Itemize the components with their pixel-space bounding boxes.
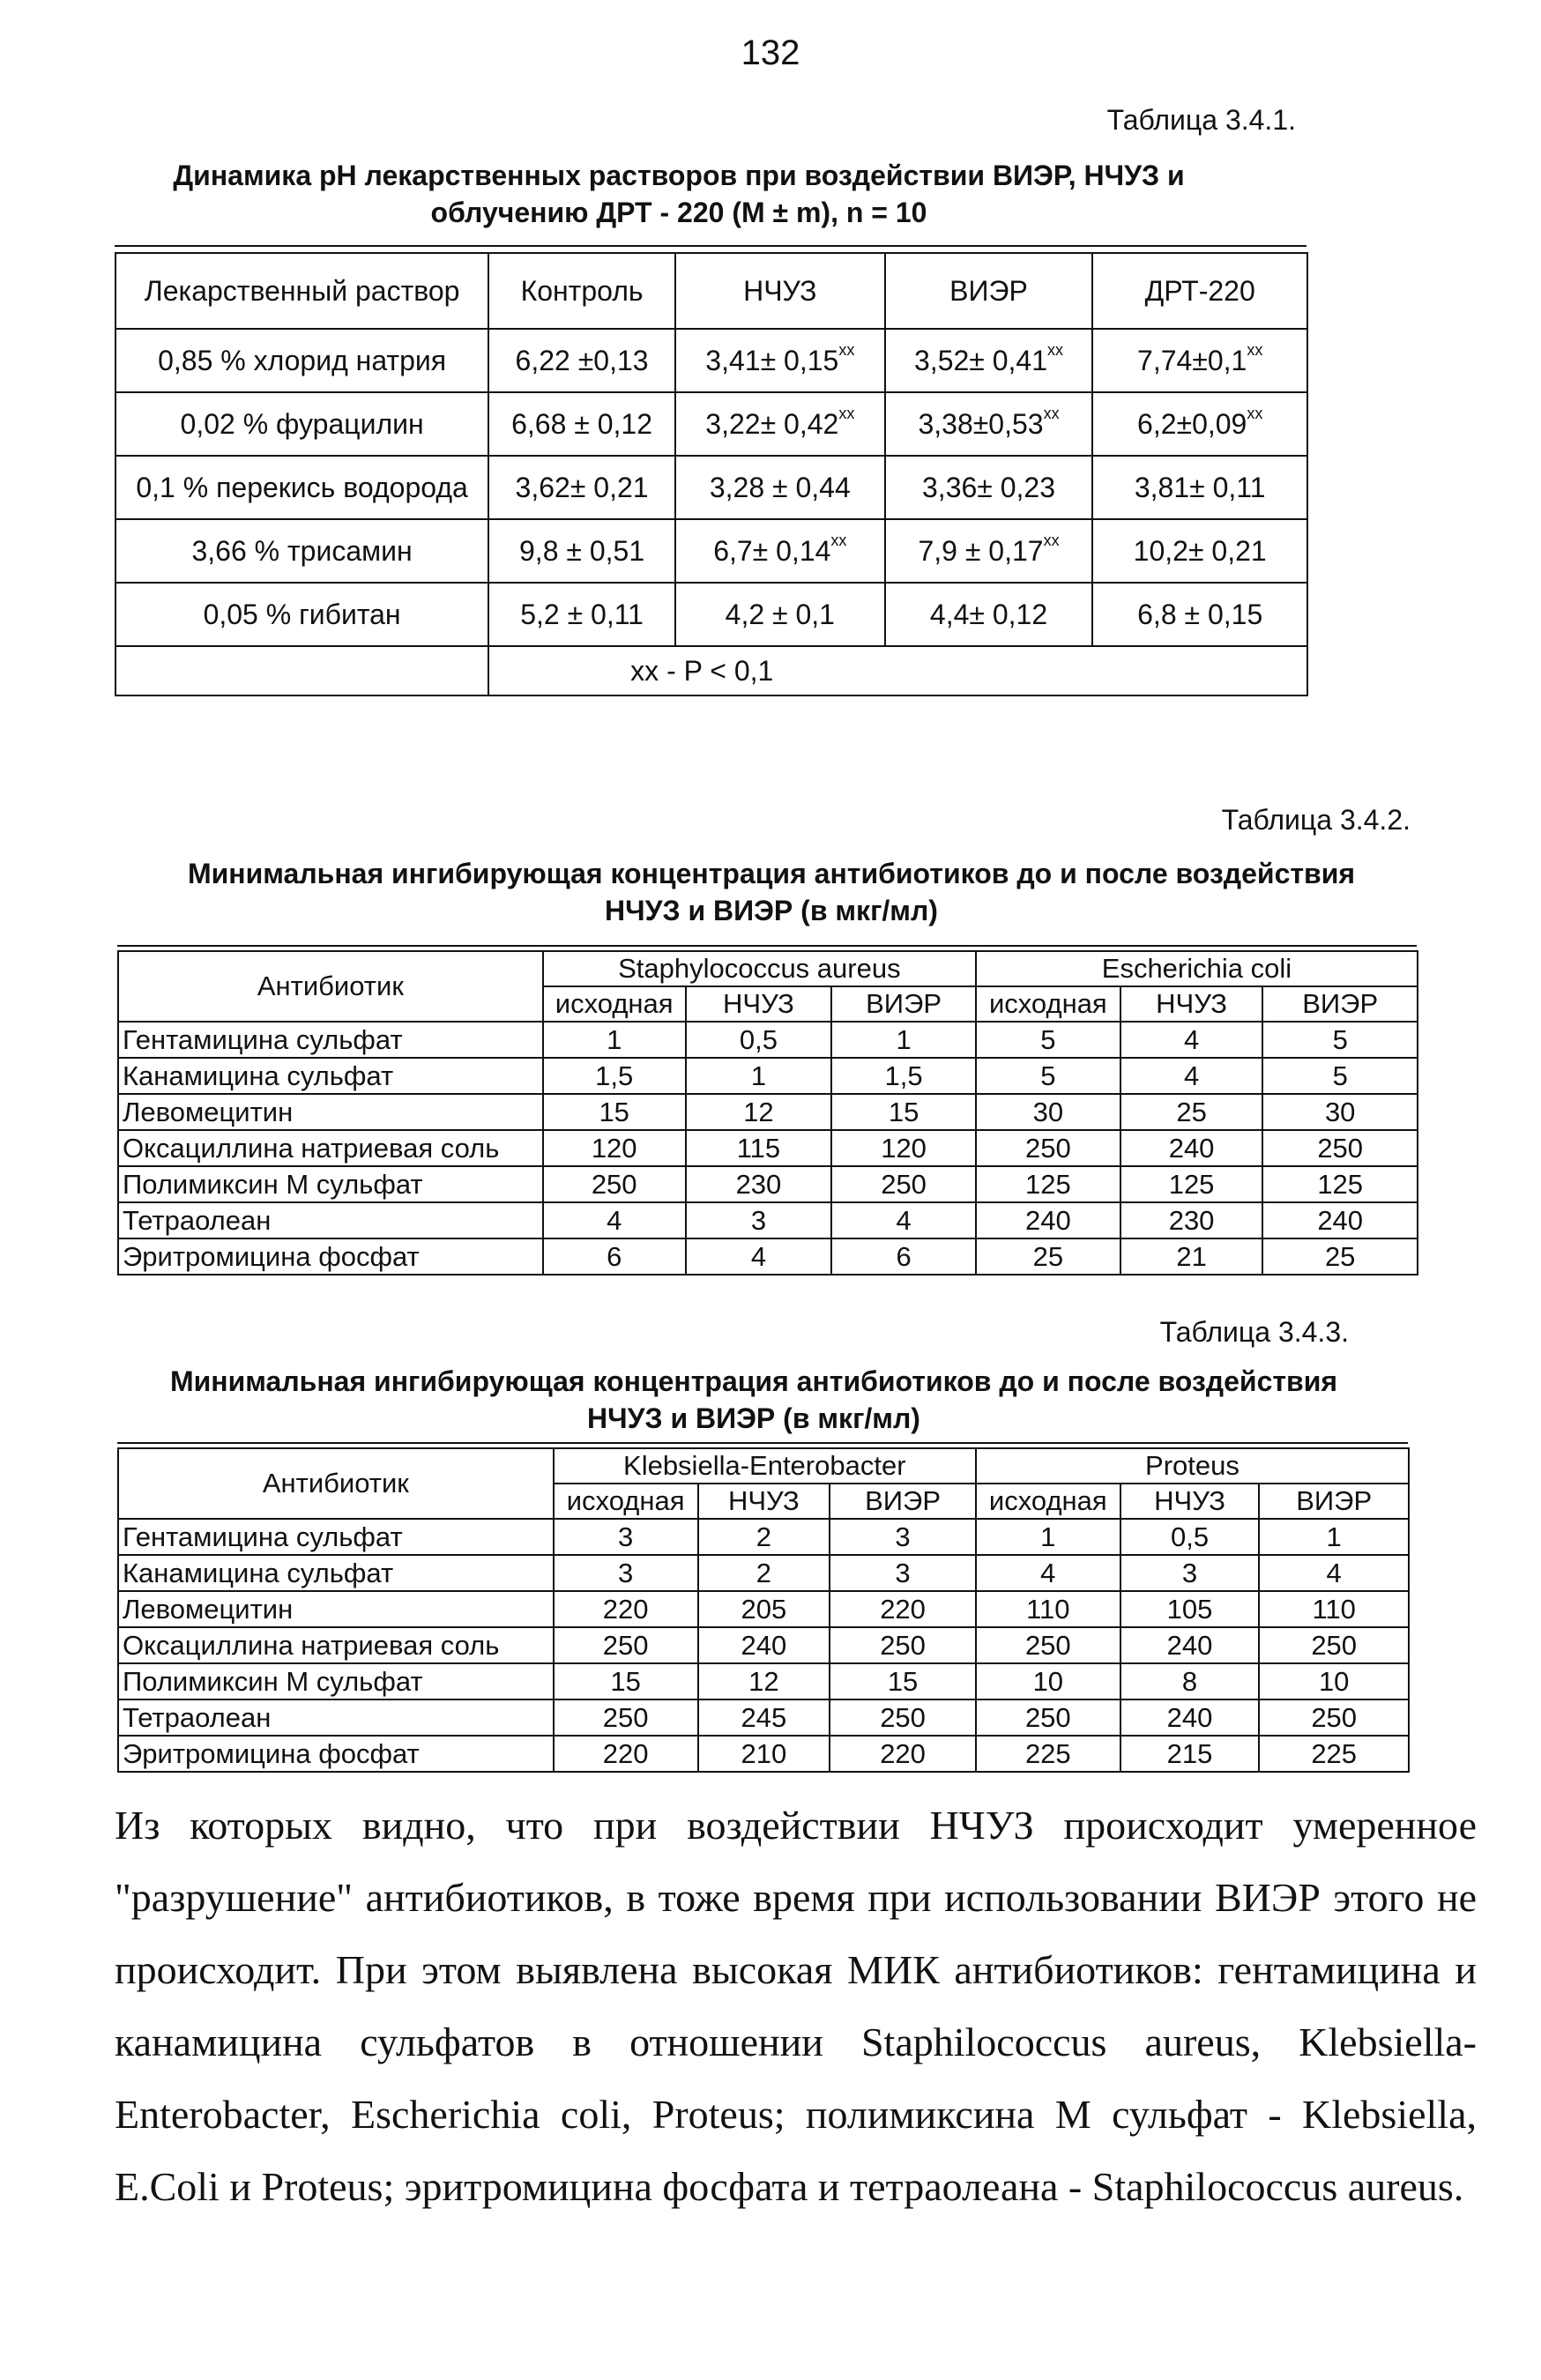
table1-row bbox=[115, 392, 1307, 456]
table2-cell: 230 bbox=[686, 1166, 832, 1202]
table2-cell: 250 bbox=[976, 1130, 1120, 1166]
table3-cell: 245 bbox=[698, 1699, 830, 1736]
table1-significance-mark: xx bbox=[1247, 340, 1263, 359]
table3-cell: 215 bbox=[1120, 1736, 1260, 1772]
table1-cell-solution bbox=[115, 456, 488, 519]
table3-cell: 10 bbox=[1259, 1663, 1409, 1699]
table3-row bbox=[118, 1519, 1409, 1555]
table1-cell-vier bbox=[885, 329, 1093, 392]
table1-value: 3,41± 0,15 bbox=[705, 344, 839, 376]
table1-header-vier: ВИЭР bbox=[885, 253, 1093, 329]
table3-subheader: НЧУЗ bbox=[1120, 1484, 1260, 1519]
table2 bbox=[117, 950, 1418, 1276]
table2-cell: 30 bbox=[1262, 1094, 1418, 1130]
table3-top-rule bbox=[117, 1442, 1408, 1444]
table1-cell-vier bbox=[885, 392, 1093, 456]
table2-subheader: исходная bbox=[976, 986, 1120, 1022]
table1-value: 0,1 % перекись водорода bbox=[136, 472, 468, 503]
table2-cell: 230 bbox=[1120, 1202, 1263, 1238]
table3-cell: 240 bbox=[698, 1627, 830, 1663]
table1-footnote: xx - P < 0,1 bbox=[488, 646, 1307, 695]
table1-significance-mark: xx bbox=[1047, 340, 1064, 359]
table1-value: 10,2± 0,21 bbox=[1133, 534, 1267, 567]
table3-cell: 3 bbox=[554, 1555, 698, 1591]
table2-cell: 125 bbox=[1262, 1166, 1418, 1202]
table3 bbox=[117, 1447, 1410, 1773]
table1-row bbox=[115, 456, 1307, 519]
table3-cell: 110 bbox=[1259, 1591, 1409, 1627]
table2-cell: 4 bbox=[1120, 1058, 1263, 1094]
table1-top-rule bbox=[115, 245, 1306, 247]
table2-antibiotic-name: Эритромицина фосфат bbox=[118, 1238, 543, 1275]
table1-significance-mark: xx bbox=[1247, 404, 1263, 422]
table1-cell-control bbox=[488, 583, 675, 646]
table2-header-antibiotic: Антибиотик bbox=[118, 951, 543, 1022]
table2-subheader: НЧУЗ bbox=[686, 986, 832, 1022]
table3-cell: 250 bbox=[1259, 1627, 1409, 1663]
table2-cell: 3 bbox=[686, 1202, 832, 1238]
table3-cell: 3 bbox=[1120, 1555, 1260, 1591]
table3-row bbox=[118, 1555, 1409, 1591]
table1-title-line1: Динамика рН лекарственных растворов при воздействии ВИЭР, НЧУЗ и bbox=[173, 160, 1185, 191]
table2-cell: 4 bbox=[1120, 1022, 1263, 1058]
table2-cell: 240 bbox=[1120, 1130, 1263, 1166]
table2-antibiotic-name: Левомецитин bbox=[118, 1094, 543, 1130]
table2-cell: 120 bbox=[831, 1130, 976, 1166]
table3-cell: 110 bbox=[976, 1591, 1120, 1627]
table3-antibiotic-name: Эритромицина фосфат bbox=[118, 1736, 554, 1772]
table2-cell: 1,5 bbox=[831, 1058, 976, 1094]
table3-cell: 3 bbox=[830, 1519, 976, 1555]
table2-cell: 125 bbox=[976, 1166, 1120, 1202]
table1-row bbox=[115, 583, 1307, 646]
table3-row bbox=[118, 1591, 1409, 1627]
body-paragraph: Из которых видно, что при воздействии НЧУЗ происходит умеренное "разрушение" антибиотиков, в тоже время при использовании ВИЭР этого не происходит. При этом выявлена высокая МИК антибиотиков: гентамицина и канамицина сульфатов в отношении Staphilococcus aureus, Klebsiella-Enterobacter, Escherichia coli, Proteus; полимиксина М сульфат - Klebsiella, E.Coli и Proteus; эритромицина фосфата и тетраолеана - Staphilococcus aureus. bbox=[115, 1803, 1477, 2209]
table2-cell: 30 bbox=[976, 1094, 1120, 1130]
table1-value: 7,74±0,1 bbox=[1137, 344, 1247, 376]
table2-cell: 25 bbox=[976, 1238, 1120, 1275]
table2-row bbox=[118, 1130, 1418, 1166]
table3-cell: 1 bbox=[976, 1519, 1120, 1555]
table2-cell: 15 bbox=[543, 1094, 686, 1130]
table3-cell: 240 bbox=[1120, 1699, 1260, 1736]
table2-header-group2: Escherichia coli bbox=[976, 951, 1418, 986]
table1-row bbox=[115, 329, 1307, 392]
page-number: 132 bbox=[741, 33, 800, 72]
table3-subheader: НЧУЗ bbox=[698, 1484, 830, 1519]
table3-cell: 3 bbox=[554, 1519, 698, 1555]
table3-cell: 250 bbox=[976, 1699, 1120, 1736]
table3-cell: 12 bbox=[698, 1663, 830, 1699]
table1-footnote-row bbox=[115, 646, 1307, 695]
table2-cell: 21 bbox=[1120, 1238, 1263, 1275]
table1-cell-vier bbox=[885, 519, 1093, 583]
table2-subheader: ВИЭР bbox=[1262, 986, 1418, 1022]
table1-cell-solution bbox=[115, 392, 488, 456]
table1-cell-drt bbox=[1092, 456, 1307, 519]
table2-cell: 0,5 bbox=[686, 1022, 832, 1058]
table2-top-rule bbox=[117, 945, 1417, 947]
table3-header-antibiotic: Антибиотик bbox=[118, 1448, 554, 1519]
table3-cell: 15 bbox=[830, 1663, 976, 1699]
table1-row bbox=[115, 519, 1307, 583]
table2-cell: 6 bbox=[831, 1238, 976, 1275]
table1-cell-control bbox=[488, 519, 675, 583]
table1-significance-mark: xx bbox=[830, 531, 847, 549]
table1-value: 0,85 % хлорид натрия bbox=[158, 345, 447, 376]
table3-antibiotic-name: Гентамицина сульфат bbox=[118, 1519, 554, 1555]
table2-antibiotic-name: Канамицина сульфат bbox=[118, 1058, 543, 1094]
table2-cell: 240 bbox=[1262, 1202, 1418, 1238]
table3-antibiotic-name: Тетраолеан bbox=[118, 1699, 554, 1736]
table3-cell: 250 bbox=[830, 1627, 976, 1663]
table3-title-line2: НЧУЗ и ВИЭР (в мкг/мл) bbox=[587, 1402, 920, 1434]
table3-cell: 250 bbox=[976, 1627, 1120, 1663]
table2-cell: 4 bbox=[543, 1202, 686, 1238]
table2-subheader: исходная bbox=[543, 986, 686, 1022]
table1-title-line2: облучению ДРТ - 220 (M ± m), n = 10 bbox=[430, 197, 927, 228]
table1-significance-mark: xx bbox=[1043, 531, 1060, 549]
table3-cell: 220 bbox=[830, 1591, 976, 1627]
table2-cell: 12 bbox=[686, 1094, 832, 1130]
table2-cell: 240 bbox=[976, 1202, 1120, 1238]
table2-cell: 6 bbox=[543, 1238, 686, 1275]
table1-cell-vier bbox=[885, 583, 1093, 646]
table3-cell: 250 bbox=[1259, 1699, 1409, 1736]
table1-value: 5,2 ± 0,11 bbox=[520, 598, 644, 630]
table1-value: 4,4± 0,12 bbox=[929, 598, 1048, 630]
table1-value: 6,8 ± 0,15 bbox=[1137, 598, 1263, 630]
table1-label: Таблица 3.4.1. bbox=[1106, 104, 1296, 136]
table1-value: 3,81± 0,11 bbox=[1134, 471, 1266, 503]
table2-subheader: НЧУЗ bbox=[1120, 986, 1263, 1022]
table1-value: 3,28 ± 0,44 bbox=[709, 471, 851, 503]
table2-cell: 1,5 bbox=[543, 1058, 686, 1094]
table1-cell-nchuz bbox=[675, 583, 885, 646]
table3-cell: 210 bbox=[698, 1736, 830, 1772]
table1-cell-solution bbox=[115, 519, 488, 583]
table1-cell-drt bbox=[1092, 392, 1307, 456]
table3-cell: 2 bbox=[698, 1519, 830, 1555]
table2-cell: 5 bbox=[976, 1058, 1120, 1094]
table2-row bbox=[118, 1022, 1418, 1058]
table3-cell: 0,5 bbox=[1120, 1519, 1260, 1555]
table2-cell: 4 bbox=[831, 1202, 976, 1238]
table1-cell-nchuz bbox=[675, 519, 885, 583]
table3-cell: 250 bbox=[830, 1699, 976, 1736]
table2-antibiotic-name: Тетраолеан bbox=[118, 1202, 543, 1238]
table3-cell: 225 bbox=[976, 1736, 1120, 1772]
table2-cell: 1 bbox=[831, 1022, 976, 1058]
table1-significance-mark: xx bbox=[1043, 404, 1060, 422]
table1-significance-mark: xx bbox=[838, 404, 855, 422]
table3-label: Таблица 3.4.3. bbox=[1159, 1316, 1349, 1348]
table1-cell-solution bbox=[115, 583, 488, 646]
table3-cell: 240 bbox=[1120, 1627, 1260, 1663]
table3-title-line1: Минимальная ингибирующая концентрация антибиотиков до и после воздействия bbox=[169, 1365, 1338, 1397]
table2-title-line2: НЧУЗ и ВИЭР (в мкг/мл) bbox=[605, 895, 938, 926]
table3-cell: 4 bbox=[1259, 1555, 1409, 1591]
table2-cell: 120 bbox=[543, 1130, 686, 1166]
table1-value: 7,9 ± 0,17 bbox=[918, 534, 1044, 567]
table2-row bbox=[118, 1238, 1418, 1275]
table1-value: 6,22 ±0,13 bbox=[515, 344, 649, 376]
table2-cell: 250 bbox=[543, 1166, 686, 1202]
table1-cell-nchuz bbox=[675, 329, 885, 392]
table1-cell-control bbox=[488, 329, 675, 392]
table3-row bbox=[118, 1736, 1409, 1772]
table2-cell: 5 bbox=[1262, 1022, 1418, 1058]
table3-subheader: исходная bbox=[554, 1484, 698, 1519]
table3-cell: 220 bbox=[554, 1591, 698, 1627]
table1-cell-nchuz bbox=[675, 456, 885, 519]
table2-row bbox=[118, 1166, 1418, 1202]
table3-title bbox=[115, 1363, 1393, 1437]
table2-cell: 250 bbox=[831, 1166, 976, 1202]
table1-header-drt: ДРТ-220 bbox=[1092, 253, 1307, 329]
table2-cell: 250 bbox=[1262, 1130, 1418, 1166]
table3-cell: 15 bbox=[554, 1663, 698, 1699]
table2-row bbox=[118, 1202, 1418, 1238]
table2-cell: 4 bbox=[686, 1238, 832, 1275]
table2-cell: 5 bbox=[1262, 1058, 1418, 1094]
table2-label: Таблица 3.4.2. bbox=[1221, 804, 1411, 836]
table1-value: 3,38±0,53 bbox=[918, 407, 1044, 440]
table1-cell-vier bbox=[885, 456, 1093, 519]
table1-cell-drt bbox=[1092, 519, 1307, 583]
table2-antibiotic-name: Полимиксин М сульфат bbox=[118, 1166, 543, 1202]
table3-row bbox=[118, 1699, 1409, 1736]
table3-cell: 205 bbox=[698, 1591, 830, 1627]
table3-cell: 3 bbox=[830, 1555, 976, 1591]
table1-value: 3,66 % трисамин bbox=[191, 535, 413, 567]
table2-antibiotic-name: Гентамицина сульфат bbox=[118, 1022, 543, 1058]
table1-value: 6,68 ± 0,12 bbox=[511, 407, 653, 440]
table2-title-line1: Минимальная ингибирующая концентрация антибиотиков до и после воздействия bbox=[187, 858, 1356, 889]
table1-header-nchuz: НЧУЗ bbox=[675, 253, 885, 329]
table1-cell-drt bbox=[1092, 329, 1307, 392]
table3-antibiotic-name: Левомецитин bbox=[118, 1591, 554, 1627]
table1-value: 3,52± 0,41 bbox=[914, 344, 1048, 376]
table2-cell: 5 bbox=[976, 1022, 1120, 1058]
table1-header-row bbox=[115, 253, 1307, 329]
table2-cell: 125 bbox=[1120, 1166, 1263, 1202]
table1-cell-solution bbox=[115, 329, 488, 392]
table1-value: 3,62± 0,21 bbox=[515, 471, 649, 503]
table3-header-group2: Proteus bbox=[976, 1448, 1409, 1484]
table2-subheader: ВИЭР bbox=[831, 986, 976, 1022]
table3-cell: 8 bbox=[1120, 1663, 1260, 1699]
table2-cell: 25 bbox=[1120, 1094, 1263, 1130]
table3-cell: 220 bbox=[554, 1736, 698, 1772]
table3-antibiotic-name: Оксациллина натриевая соль bbox=[118, 1627, 554, 1663]
table3-antibiotic-name: Канамицина сульфат bbox=[118, 1555, 554, 1591]
table3-header-group1: Klebsiella-Enterobacter bbox=[554, 1448, 976, 1484]
table3-cell: 220 bbox=[830, 1736, 976, 1772]
table3-cell: 225 bbox=[1259, 1736, 1409, 1772]
table3-cell: 250 bbox=[554, 1699, 698, 1736]
table3-subheader: ВИЭР bbox=[830, 1484, 976, 1519]
table1-value: 0,05 % гибитан bbox=[203, 599, 401, 630]
table2-row bbox=[118, 1094, 1418, 1130]
table2-cell: 1 bbox=[543, 1022, 686, 1058]
table3-cell: 2 bbox=[698, 1555, 830, 1591]
table1-header-solution: Лекарственный раствор bbox=[115, 253, 488, 329]
table2-cell: 25 bbox=[1262, 1238, 1418, 1275]
table1-header-control: Контроль bbox=[488, 253, 675, 329]
table1-title bbox=[88, 157, 1269, 231]
table2-title bbox=[115, 855, 1428, 929]
table3-row bbox=[118, 1663, 1409, 1699]
table3-antibiotic-name: Полимиксин М сульфат bbox=[118, 1663, 554, 1699]
table2-row bbox=[118, 1058, 1418, 1094]
table2-header-group1: Staphylococcus aureus bbox=[543, 951, 976, 986]
table1-value: 9,8 ± 0,51 bbox=[519, 534, 645, 567]
table1-value: 3,36± 0,23 bbox=[922, 471, 1056, 503]
table2-antibiotic-name: Оксациллина натриевая соль bbox=[118, 1130, 543, 1166]
table2-cell: 15 bbox=[831, 1094, 976, 1130]
table1-cell-nchuz bbox=[675, 392, 885, 456]
table1-value: 6,7± 0,14 bbox=[713, 534, 831, 567]
table2-cell: 1 bbox=[686, 1058, 832, 1094]
table2-cell: 115 bbox=[686, 1130, 832, 1166]
table1-cell-control bbox=[488, 392, 675, 456]
table1-value: 4,2 ± 0,1 bbox=[725, 598, 835, 630]
table3-row bbox=[118, 1627, 1409, 1663]
table1-value: 3,22± 0,42 bbox=[705, 407, 839, 440]
table3-subheader: ВИЭР bbox=[1259, 1484, 1409, 1519]
table3-cell: 1 bbox=[1259, 1519, 1409, 1555]
table3-subheader: исходная bbox=[976, 1484, 1120, 1519]
table1 bbox=[115, 252, 1308, 696]
table3-cell: 105 bbox=[1120, 1591, 1260, 1627]
table1-value: 6,2±0,09 bbox=[1137, 407, 1247, 440]
table1-cell-drt bbox=[1092, 583, 1307, 646]
table1-cell-control bbox=[488, 456, 675, 519]
table1-value: 0,02 % фурацилин bbox=[180, 408, 424, 440]
table3-cell: 250 bbox=[554, 1627, 698, 1663]
table3-cell: 4 bbox=[976, 1555, 1120, 1591]
table3-cell: 10 bbox=[976, 1663, 1120, 1699]
table1-significance-mark: xx bbox=[838, 340, 855, 359]
